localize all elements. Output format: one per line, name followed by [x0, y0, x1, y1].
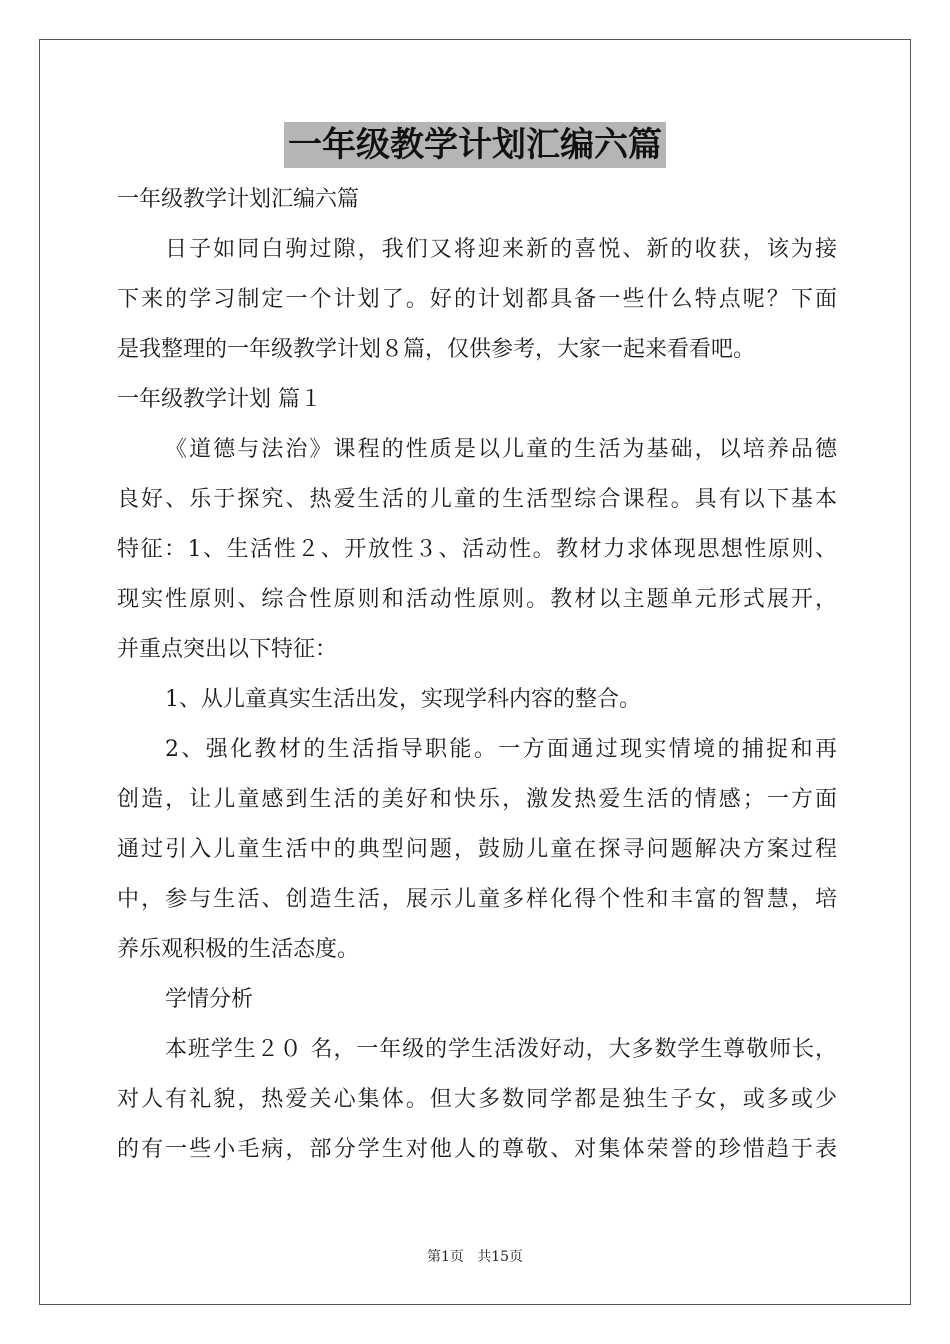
paragraph-line: 创造，让儿童感到生活的美好和快乐，激发热爱生活的情感；一方面 [117, 787, 837, 812]
paragraph-line: 中，参与生活、创造生活，展示儿童多样化得个性和丰富的智慧，培 [117, 887, 837, 912]
page-number-footer: 第1页 共15页 [426, 1249, 524, 1265]
paragraph-line: 下来的学习制定一个计划了。好的计划都具备一些什么特点呢？下面 [117, 287, 837, 312]
list-item: 1、从儿童真实生活出发，实现学科内容的整合。 [165, 687, 641, 712]
paragraph-line: 养乐观积极的生活态度。 [117, 937, 360, 962]
list-item: 2、强化教材的生活指导职能。一方面通过现实情境的捕捉和再 [165, 737, 837, 762]
paragraph-line: 《道德与法治》课程的性质是以儿童的生活为基础，以培养品德 [165, 437, 837, 462]
paragraph-line: 本班学生２０ 名，一年级的学生活泼好动，大多数学生尊敬师长， [165, 1037, 837, 1062]
paragraph-line: 良好、乐于探究、热爱生活的儿童的生活型综合课程。具有以下基本 [117, 487, 837, 512]
paragraph-line: 是我整理的一年级教学计划８篇，仅供参考，大家一起来看看吧。 [117, 337, 756, 362]
paragraph-line: 通过引入儿童生活中的典型问题，鼓励儿童在探寻问题解决方案过程 [117, 837, 837, 862]
paragraph-line: 日子如同白驹过隙，我们又将迎来新的喜悦、新的收获，该为接 [165, 237, 837, 262]
document-body [117, 175, 837, 1175]
title-area [0, 122, 950, 168]
paragraph-line: 对人有礼貌，热爱关心集体。但大多数同学都是独生子女，或多或少 [117, 1087, 837, 1112]
document-title: 一年级教学计划汇编六篇 [284, 122, 666, 168]
subtitle-line: 一年级教学计划汇编六篇 [117, 187, 360, 212]
section-heading: 一年级教学计划 篇１ [117, 387, 322, 412]
paragraph-line: 特征：1、生活性２、开放性３、活动性。教材力求体现思想性原则、 [117, 537, 837, 562]
paragraph-line: 的有一些小毛病，部分学生对他人的尊敬、对集体荣誉的珍惜趋于表 [117, 1137, 837, 1162]
section-heading: 学情分析 [165, 987, 254, 1012]
paragraph-line: 并重点突出以下特征： [117, 637, 338, 662]
paragraph-line: 现实性原则、综合性原则和活动性原则。教材以主题单元形式展开， [117, 587, 837, 612]
